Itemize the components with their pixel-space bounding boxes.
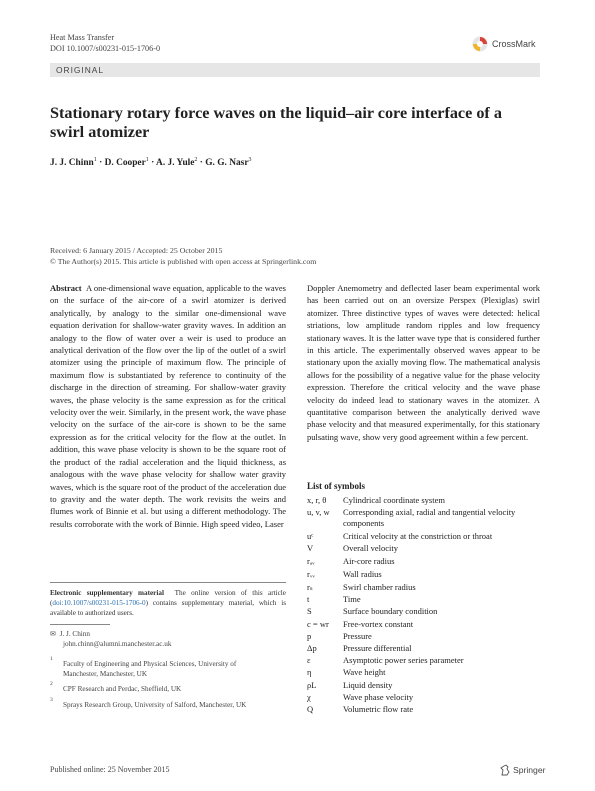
journal-name: Heat Mass Transfer [50,33,115,42]
symbols-title: List of symbols [307,481,366,491]
author-name[interactable]: D. Cooper [104,158,146,169]
affiliation: Sprays Research Group, University of Salford, Manchester, UK [63,701,247,709]
crossmark-icon [472,36,488,52]
journal-header [50,32,160,54]
section-label: ORIGINAL [56,65,105,75]
abstract-left [50,282,286,530]
crossmark-label: CrossMark [492,39,536,49]
footnote-divider [50,582,286,583]
abstract-right: Doppler Anemometry and deflected laser beam experimental work has been carried out on an oversize Perspex (Plexiglas) swirl atomizer. Three distinctive types of waves were detected: helical striations, low amplitude random ripples and low frequency stationary waves. It is the latter wave type that is considered further in this article. The experimentally observed waves appear to be stationary upon the axially moving flow. The mathematical analysis allows for the possibility of a negative value for the phase velocity expression. Therefore the critical velocity and the wave phase velocity do indeed lead to stationary waves in the atomizer. A quantitative comparison between the analytically derived wave phase velocity and that measured experimentally, for this stationary pulsating wave, show very good agreement within a few percent. [307,283,540,442]
esm-doi-link[interactable]: doi:10.1007/s00231-015-1706-0 [52,599,146,607]
published-online: Published online: 25 November 2015 [50,765,170,774]
esm-note: Electronic supplementary material The online version of this article (doi:10.1007/s00231-015-1706-0) contains supplementary material, which is available to authorized users. [50,589,286,617]
dates-block [50,245,316,267]
author-name[interactable]: A. J. Yule [156,158,195,169]
author-name[interactable]: J. J. Chinn [50,158,94,169]
envelope-icon: ✉ [50,630,57,638]
abstract-text: A one-dimensional wave equation, applicable to the waves on the surface of the air-core of a swirl atomizer is derived analytically, by analogy to the similar one-dimensional wave equation derivation for shallow-water gravity waves. In addition an analogy to the flow of water over a weir is used to produce an analytical derivation of the flow over the lip of the outlet of a swirl atomizer using the principle of maximum flow. The principle of maximum flow is substantiated by reference to continuity of the discharge in the direction of streaming. For shallow-water gravity waves, the phase velocity is the same expression as for the critical velocity over the weir. Similarly, in the present work, the wave phase velocity on the surface of the air-core is shown to be the same expression as for the critical velocity for the flow at the outlet. In addition, this wave phase velocity is shown to be the square root of the product of the radial acceleration and the liquid thickness, as analogous with the wave phase velocity for shallow water gravity waves, which is the square root of the product of the acceleration due to gravity and the water depth. The work revisits the weirs and flumes work of Binnie et al. but using a different methodology. The results corroborate with the work of Binnie. High speed video, Laser [50,283,286,529]
author-name[interactable]: G. G. Nasr [205,158,249,169]
contact-name: J. J. Chinn [59,630,90,638]
contact-block [50,629,171,649]
springer-horse-icon [500,764,510,776]
contact-divider [50,624,110,625]
article-title: Stationary rotary force waves on the liquid–air core interface of a swirl atomizer [50,104,502,141]
crossmark-badge[interactable] [472,36,536,52]
springer-logo [500,764,545,776]
affiliation-number: 1 [50,656,53,662]
license-line: © The Author(s) 2015. This article is published with open access at Springerlink.com [50,257,317,266]
received-dates: Received: 6 January 2015 / Accepted: 25 October 2015 [50,246,223,255]
affiliation: CPF Research and Perdac, Sheffield, UK [63,685,182,693]
affiliation: Faculty of Engineering and Physical Sciences, University of Manchester, Manchester, UK [63,660,237,678]
author-list: J. J. Chinn$^1$ · D. Cooper$^1$ · A. J. Yule$^2$ · G. G. Nasr$^3$ [50,157,252,169]
section-bar [50,63,540,77]
affiliation-number: 2 [50,681,53,687]
publisher-name: Springer [513,765,546,775]
abstract-label: Abstract [50,283,82,293]
esm-label: Electronic supplementary material [50,589,164,597]
journal-doi: DOI 10.1007/s00231-015-1706-0 [50,44,161,53]
contact-email[interactable]: john.chinn@alumni.manchester.ac.uk [63,640,172,648]
affiliation-number: 3 [50,697,53,703]
